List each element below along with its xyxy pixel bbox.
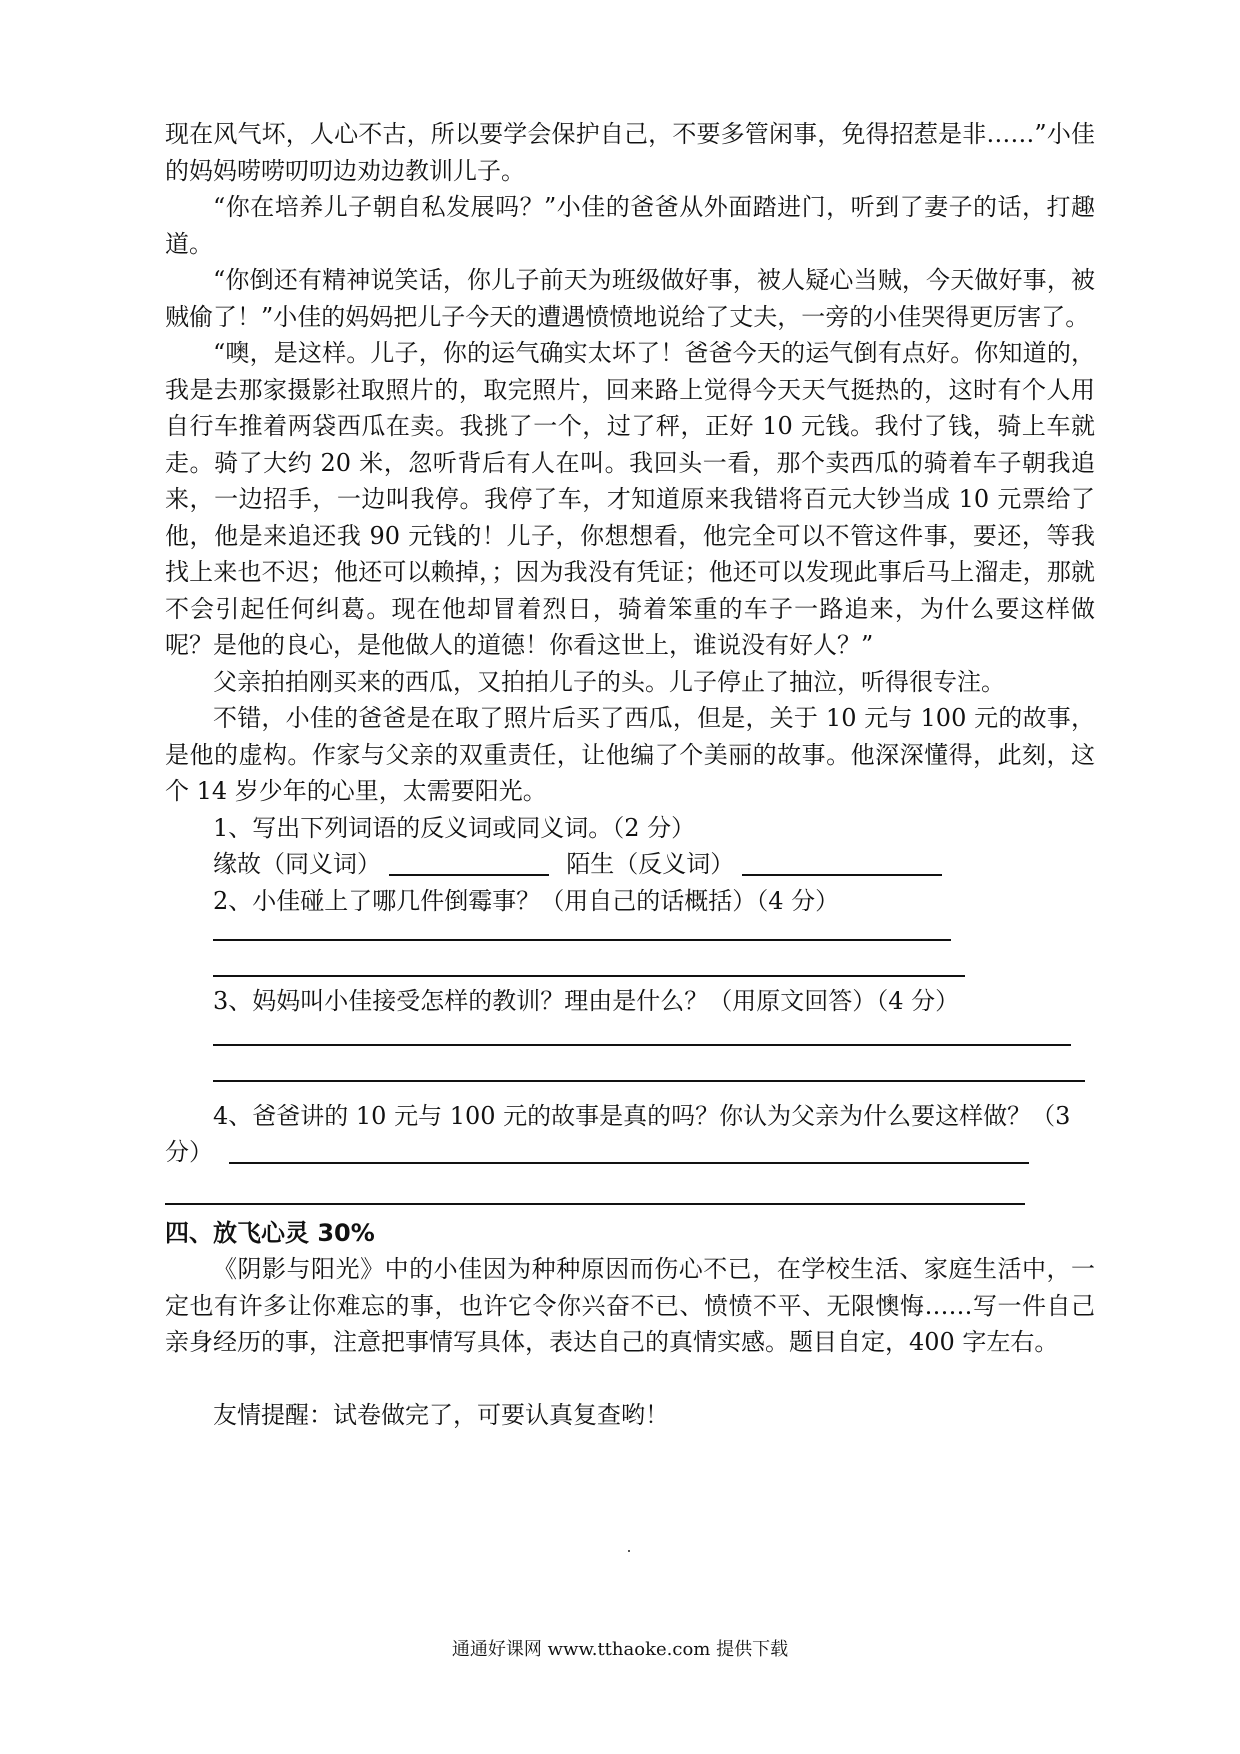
story-paragraph-2: “你在培养儿子朝自私发展吗？”小佳的爸爸从外面踏进门，听到了妻子的话，打趣道。: [165, 193, 1095, 258]
stray-dot: [628, 1550, 630, 1552]
question-4-cont-text: 分）: [165, 1138, 213, 1166]
question-4-continued: [165, 1134, 1095, 1171]
story-paragraph-6: 不错，小佳的爸爸是在取了照片后买了西瓜，但是，关于 10 元与 100 元的故事，是他的虚构。作家与父亲的双重责任，让他编了个美丽的故事。他深深懂得，此刻，这个 14 岁少年的心里，太需要阳光。: [165, 704, 1095, 805]
reminder-text: 友情提醒：试卷做完了，可要认真复查哟！: [213, 1400, 669, 1429]
question-1-blanks: [165, 846, 1095, 883]
question-1-antonym-label: 陌生（反义词）: [566, 850, 735, 878]
section-4-prompt: 《阴影与阳光》中的小佳因为种种原因而伤心不已，在学校生活、家庭生活中，一定也有许多让你难忘的事，也许它令你兴奋不已、愤愤不平、无限懊悔……写一件自己亲身经历的事，注意把事情写具体，表达自己的真情实感。题目自定，400 字左右。: [165, 1255, 1095, 1356]
question-2-answer-line-1[interactable]: [213, 939, 951, 941]
question-3-answer-line-1[interactable]: [213, 1044, 1071, 1046]
question-3: 3、妈妈叫小佳接受怎样的教训？理由是什么？（用原文回答）（4 分）: [213, 987, 960, 1015]
question-3-answer-line-2[interactable]: [213, 1080, 1085, 1082]
antonym-answer-blank[interactable]: [742, 850, 942, 876]
question-4: 4、爸爸讲的 10 元与 100 元的故事是真的吗？你认为父亲为什么要这样做？（3: [213, 1101, 1071, 1130]
question-1-synonym-label: 缘故（同义词）: [213, 850, 381, 878]
question-2: 2、小佳碰上了哪几件倒霉事？（用自己的话概括）（4 分）: [213, 886, 840, 915]
story-paragraph-5: 父亲拍拍刚买来的西瓜，又拍拍儿子的头。儿子停止了抽泣，听得很专注。: [213, 667, 1005, 696]
question-1: 1、写出下列词语的反义词或同义词。（2 分）: [213, 813, 696, 842]
question-4-answer-line-1[interactable]: [229, 1138, 1029, 1164]
synonym-answer-blank[interactable]: [389, 850, 549, 876]
question-2-answer-line-2[interactable]: [213, 975, 965, 977]
question-4-answer-line-2[interactable]: [165, 1203, 1025, 1205]
story-paragraph-3: “你倒还有精神说笑话，你儿子前天为班级做好事，被人疑心当贼，今天做好事，被贼偷了！”小佳的妈妈把儿子今天的遭遇愤愤地说给了丈夫，一旁的小佳哭得更厉害了。: [165, 266, 1095, 331]
page-footer: 通通好课网 www.tthaoke.com 提供下载: [451, 1639, 789, 1660]
story-paragraph-4: “噢，是这样。儿子，你的运气确实太坏了！爸爸今天的运气倒有点好。你知道的，我是去那家摄影社取照片的，取完照片，回来路上觉得今天天气挺热的，这时有个人用自行车推着两袋西瓜在卖。我挑了一个，过了秤，正好 10 元钱。我付了钱，骑上车就走。骑了大约 20 米，忽听背后有人在叫。我回头一看，那个卖西瓜的骑着车子朝我追来，一边招手，一边叫我停。我停了车，才知道原来我错将百元大钞当成 10 元票给了他，他是来追还我 90 元钱的！儿子，你想想看，他完全可以不管这件事，要还，等我找上来也不迟；他还可以赖掉，；因为我没有凭证；他还可以发现此事后马上溜走，那就不会引起任何纠葛。现在他却冒着烈日，骑着笨重的车子一路追来，为什么要这样做呢？是他的良心，是他做人的道德！你看这世上，谁说没有好人？”: [165, 339, 1095, 659]
page-content: [165, 116, 1095, 1433]
section-4-title: 四、放飞心灵 30%: [165, 1218, 375, 1247]
story-paragraph-1: 现在风气坏，人心不古，所以要学会保护自己，不要多管闲事，免得招惹是非……”小佳的妈妈唠唠叨叨边劝边教训儿子。: [165, 120, 1095, 185]
